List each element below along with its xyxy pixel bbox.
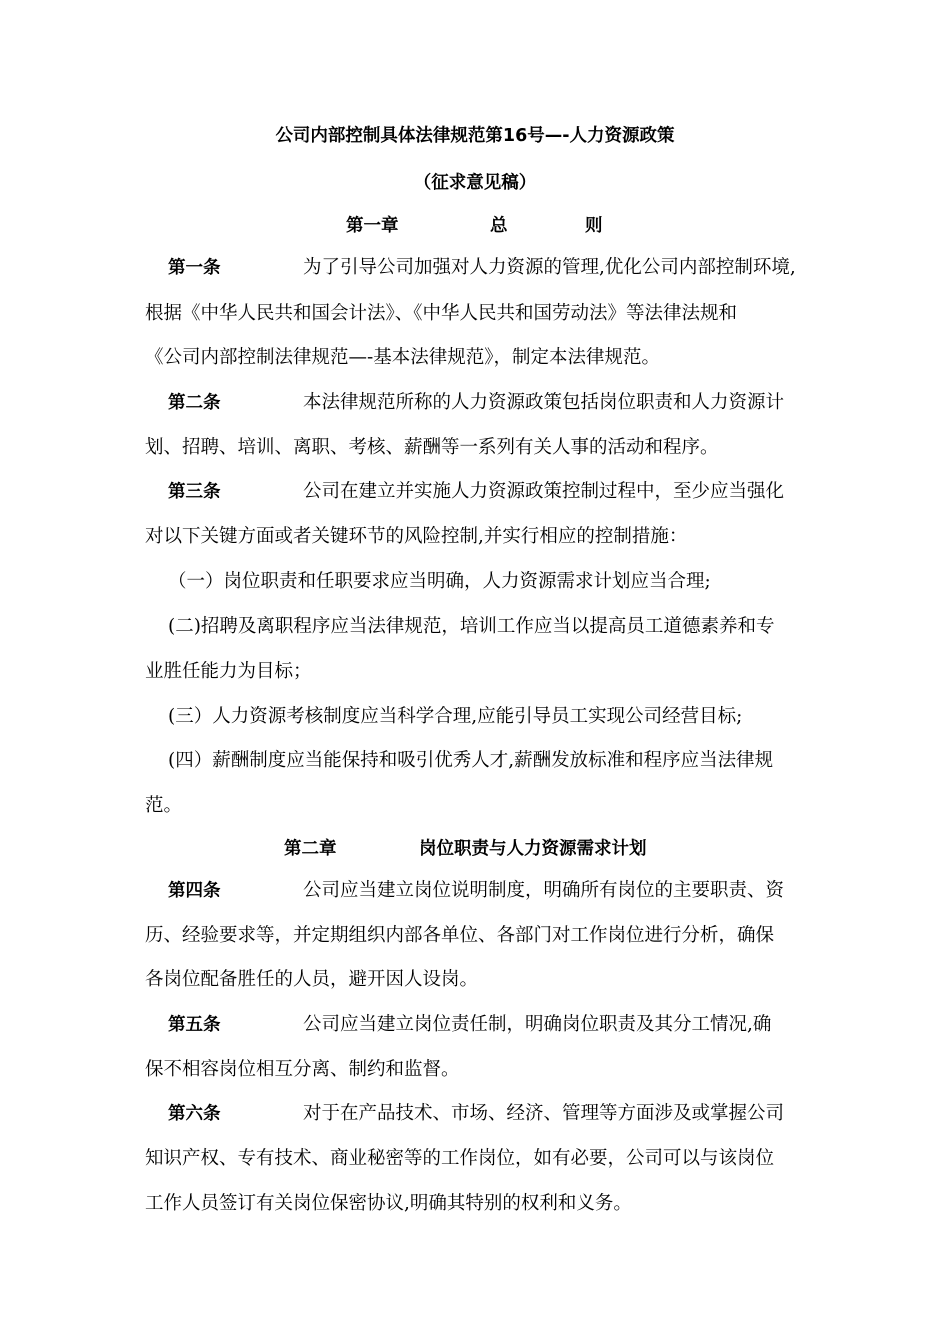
chapter1-word-1: 总	[490, 216, 508, 236]
article1-line: 为了引导公司加强对人力资源的管理,优化公司内部控制环境,	[303, 257, 796, 278]
document-subtitle: （征求意见稿）	[413, 173, 537, 193]
article3-item: (四）薪酬制度应当能保持和吸引优秀人才,薪酬发放标准和程序应当法律规	[168, 750, 774, 771]
chapter2-title: 岗位职责与人力资源需求计划	[419, 839, 647, 859]
article6-line: 知识产权、专有技术、商业秘密等的工作岗位，如有必要，公司可以与该岗位	[145, 1148, 775, 1169]
chapter2-number: 第二章	[284, 839, 337, 859]
article4-line: 各岗位配备胜任的人员，避开因人设岗。	[145, 969, 479, 990]
article2-line: 本法律规范所称的人力资源政策包括岗位职责和人力资源计	[303, 392, 785, 413]
article5-line: 保不相容岗位相互分离、制约和监督。	[145, 1059, 460, 1080]
article3-line: 公司在建立并实施人力资源政策控制过程中，至少应当强化	[303, 481, 785, 502]
article4-line: 历、经验要求等，并定期组织内部各单位、各部门对工作岗位进行分析，确保	[145, 925, 775, 946]
article5-label: 第五条	[168, 1015, 221, 1035]
article3-item: (三）人力资源考核制度应当科学合理,应能引导员工实现公司经营目标;	[168, 706, 743, 727]
article1-line: 根据《中华人民共和国会计法》、《中华人民共和国劳动法》等法律法规和	[145, 303, 738, 324]
article1-label: 第一条	[168, 258, 221, 278]
article6-line: 对于在产品技术、市场、经济、管理等方面涉及或掌握公司	[303, 1103, 785, 1124]
chapter1-number: 第一章	[346, 216, 399, 236]
article1-line: 《公司内部控制法律规范—-基本法律规范》，制定本法律规范。	[145, 347, 661, 368]
article2-line: 划、招聘、培训、离职、考核、薪酬等一系列有关人事的活动和程序。	[145, 437, 719, 458]
article3-item: 业胜任能力为目标；	[145, 661, 312, 682]
article6-label: 第六条	[168, 1104, 221, 1124]
article4-label: 第四条	[168, 881, 221, 901]
article2-label: 第二条	[168, 393, 221, 413]
document-title: 公司内部控制具体法律规范第16号—-人力资源政策	[275, 126, 675, 146]
article5-line: 公司应当建立岗位责任制，明确岗位职责及其分工情况,确	[303, 1014, 772, 1035]
article3-item: （一）岗位职责和任职要求应当明确，人力资源需求计划应当合理;	[168, 571, 711, 592]
article3-item: 范。	[145, 795, 183, 816]
article3-line: 对以下关键方面或者关键环节的风险控制,并实行相应的控制措施：	[145, 526, 688, 547]
article3-item: (二)招聘及离职程序应当法律规范，培训工作应当以提高员工道德素养和专	[168, 616, 775, 637]
article4-line: 公司应当建立岗位说明制度，明确所有岗位的主要职责、资	[303, 880, 785, 901]
article3-label: 第三条	[168, 482, 221, 502]
article6-line: 工作人员签订有关岗位保密协议,明确其特别的权利和义务。	[145, 1193, 632, 1214]
chapter1-word-2: 则	[585, 216, 603, 236]
